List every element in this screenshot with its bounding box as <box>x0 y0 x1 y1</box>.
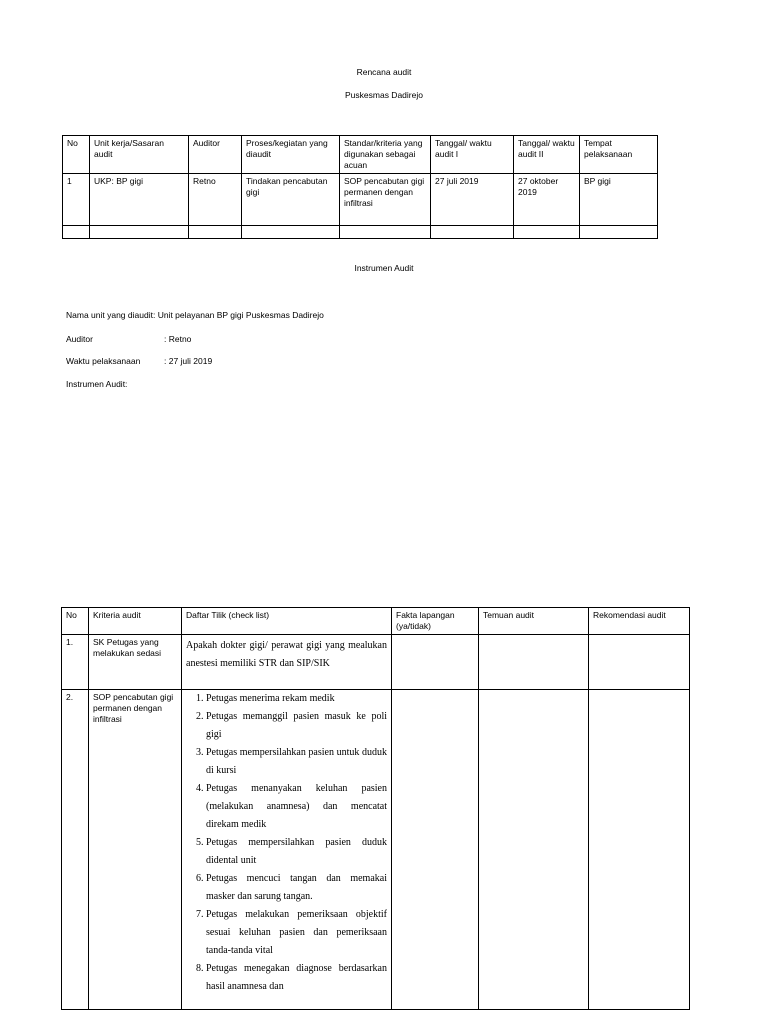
list-item: 8. Petugas menegakan diagnose berdasarkan hasil anamnesa dan <box>206 960 387 996</box>
audit-instrument-table <box>61 607 690 1010</box>
table-header-row <box>63 136 658 174</box>
table-row <box>63 174 658 226</box>
time-value: : 27 juli 2019 <box>164 356 213 366</box>
document-title: Rencana audit <box>356 67 412 77</box>
table-cell: 27 oktober 2019 <box>514 174 580 226</box>
unit-field <box>66 310 324 320</box>
empty-table-row <box>63 226 658 239</box>
header-cell: Auditor <box>189 136 242 174</box>
time-field <box>66 356 212 366</box>
header-cell: No <box>62 608 89 635</box>
header-cell: Kriteria audit <box>89 608 182 635</box>
header-cell: Unit kerja/Sasaran audit <box>90 136 189 174</box>
header-cell: Proses/kegiatan yang diaudit <box>242 136 340 174</box>
header-cell: Temuan audit <box>479 608 589 635</box>
header-cell: Tanggal/ waktu audit I <box>431 136 514 174</box>
table-cell <box>589 635 690 690</box>
table-cell <box>479 635 589 690</box>
header-cell: Tanggal/ waktu audit II <box>514 136 580 174</box>
table-cell <box>589 690 690 1010</box>
table-cell: Tindakan pencabutan gigi <box>242 174 340 226</box>
table-cell: 1. <box>62 635 89 690</box>
table-cell <box>392 635 479 690</box>
header-cell: No <box>63 136 90 174</box>
table-cell <box>479 690 589 1010</box>
table-cell: SOP pencabutan gigi permanen dengan infiltrasi <box>89 690 182 1010</box>
table-cell: SOP pencabutan gigi permanen dengan infiltrasi <box>340 174 431 226</box>
auditor-value: : Retno <box>164 334 192 344</box>
table-cell: SK Petugas yang melakukan sedasi <box>89 635 182 690</box>
list-item: 5. Petugas mempersilahkan pasien duduk didental unit <box>206 834 387 870</box>
header-cell: Standar/kriteria yang digunakan sebagai acuan <box>340 136 431 174</box>
time-label: Waktu pelaksanaan <box>66 356 141 366</box>
table-cell: Retno <box>189 174 242 226</box>
table-cell <box>392 690 479 1010</box>
list-item: 1. Petugas menerima rekam medik <box>206 690 387 708</box>
header-cell: Rekomendasi audit <box>589 608 690 635</box>
table-cell: 1 <box>63 174 90 226</box>
auditor-field <box>66 334 191 344</box>
unit-label: Nama unit yang diaudit: <box>66 310 156 320</box>
header-cell: Fakta lapangan (ya/tidak) <box>392 608 479 635</box>
document-subtitle: Puskesmas Dadirejo <box>345 90 423 100</box>
table-cell: 2. <box>62 690 89 1010</box>
table-row <box>62 690 690 1010</box>
auditor-label: Auditor <box>66 334 93 344</box>
instrument-title: Instrumen Audit <box>354 263 414 273</box>
table-cell: BP gigi <box>580 174 658 226</box>
table-cell: 27 juli 2019 <box>431 174 514 226</box>
header-cell: Daftar Tilik (check list) <box>182 608 392 635</box>
table-row <box>62 635 690 690</box>
checklist-cell <box>182 690 392 1010</box>
list-item: 7. Petugas melakukan pemeriksaan objektif sesuai keluhan pasien dan pemeriksaan tanda-tanda vital <box>206 906 387 960</box>
checklist-cell <box>182 635 392 690</box>
list-item: 3. Petugas mempersilahkan pasien untuk duduk di kursi <box>206 744 387 780</box>
instrument-label: Instrumen Audit: <box>66 379 128 389</box>
header-cell: Tempat pelaksanaan <box>580 136 658 174</box>
list-item: 6. Petugas mencuci tangan dan memakai masker dan sarung tangan. <box>206 870 387 906</box>
audit-plan-table <box>62 135 658 239</box>
checklist <box>186 690 387 996</box>
table-header-row <box>62 608 690 635</box>
unit-value: Unit pelayanan BP gigi Puskesmas Dadirejo <box>157 310 324 320</box>
list-item: 2. Petugas memanggil pasien masuk ke poli gigi <box>206 708 387 744</box>
table-cell: UKP: BP gigi <box>90 174 189 226</box>
list-item: 4. Petugas menanyakan keluhan pasien (melakukan anamnesa) dan mencatat direkam medik <box>206 780 387 834</box>
checklist-text: Apakah dokter gigi/ perawat gigi yang mealukan anestesi memiliki STR dan SIP/SIK <box>186 640 387 669</box>
